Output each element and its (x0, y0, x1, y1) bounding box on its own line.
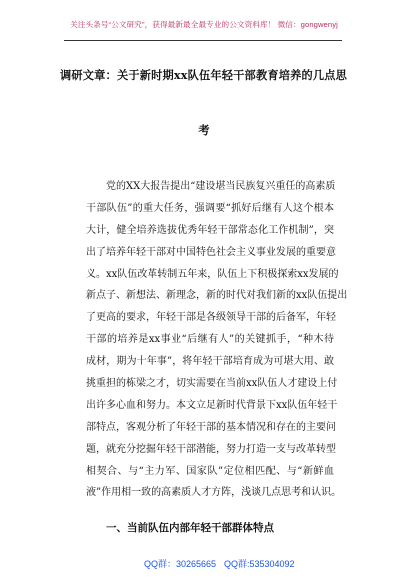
section-heading: 一、当前队伍内部年轻干部群体特点 (106, 522, 274, 534)
body-line: 了更高的要求，年轻干部是各级领导干部的后备军，年轻 (86, 312, 336, 324)
footer (0, 557, 408, 573)
body-line: 新点子、新想法、新理念，新的时代对我们新的xx队伍提出 (86, 290, 348, 302)
body-line: 干部队伍”的重大任务，强调要“抓好后继有人这个根本 (86, 202, 334, 214)
footer-qq-group-left: QQ群：30265665 (144, 559, 217, 569)
body-line: 义。xx队伍改革转制五年来，队伍上下积极探索xx发展的 (86, 268, 339, 280)
body-line: 大计，健全培养选拔优秀年轻干部常态化工作机制”，突 (86, 224, 334, 236)
document-title-continuation: 考 (198, 123, 210, 137)
body-line: 出许多心血和努力。本文立足新时代背景下xx队伍年轻干 (86, 399, 338, 411)
document-title: 调研文章：关于新时期xx队伍年轻干部教育培养的几点思 (60, 68, 348, 82)
body-line: 出了培养年轻干部对中国特色社会主义事业发展的重要意 (86, 246, 336, 258)
body-line: 挑重担的栋梁之才，切实需要在当前xx队伍人才建设上付 (86, 378, 338, 390)
header-promo-note: 关注头条号“公文研究”，获得最新最全最专业的公文资料库！ 微信：gongwenyj (70, 20, 338, 29)
body-paragraph (86, 176, 348, 504)
header-divider (64, 40, 342, 41)
body-line: 部特点，客观分析了年轻干部的基本情况和存在的主要问 (86, 421, 336, 433)
body-line: 题，就充分挖掘年轻干部潜能，努力打造一支与改革转型 (86, 443, 336, 455)
body-line: 党的XX大报告提出“建设堪当民族复兴重任的高素质 (106, 181, 336, 192)
footer-qq-group-right: QQ群:535304092 (224, 559, 295, 569)
body-line: 相契合、与“主力军、国家队”定位相匹配、与“新鲜血 (86, 465, 334, 477)
body-line: 成材，期为十年事”，将年轻干部培育成为可堪大用、敢 (86, 356, 334, 368)
body-line: 液”作用相一致的高素质人才方阵，浅谈几点思考和认识。 (86, 487, 342, 499)
body-line: 干部的培养是xx事业“后继有人”的关键抓手，“种木待 (86, 334, 334, 346)
